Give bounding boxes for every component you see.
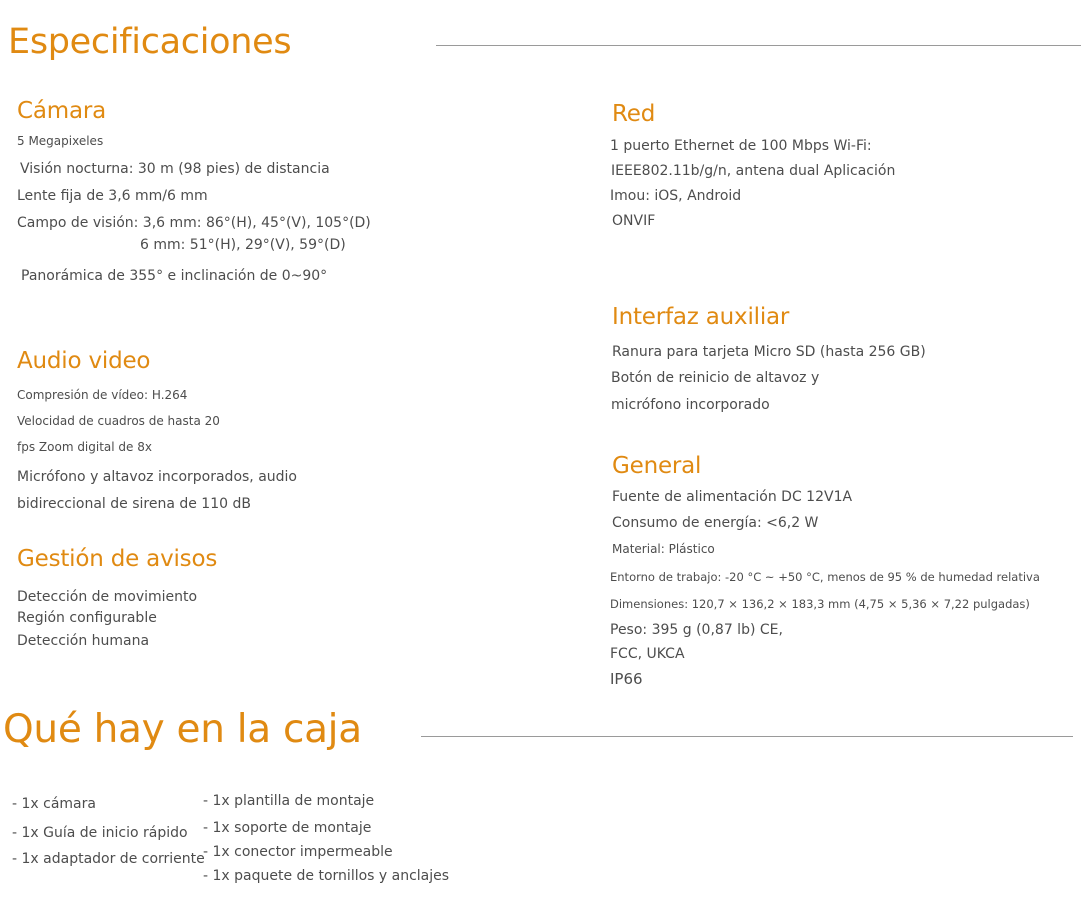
camera-line: 6 mm: 51°(H), 29°(V), 59°(D) — [140, 237, 346, 253]
general-line: Material: Plástico — [612, 542, 715, 556]
box-item: - 1x cámara — [12, 796, 96, 812]
aux-line: Ranura para tarjeta Micro SD (hasta 256 GB) — [612, 344, 926, 360]
aux-heading: Interfaz auxiliar — [612, 304, 790, 330]
audio-video-heading: Audio video — [17, 348, 151, 374]
alerts-heading: Gestión de avisos — [17, 546, 218, 572]
alerts-line: Detección de movimiento — [17, 589, 198, 605]
audio-video-line: fps Zoom digital de 8x — [17, 440, 152, 454]
camera-line: Visión nocturna: 30 m (98 pies) de distancia — [20, 161, 330, 177]
audio-video-line: Velocidad de cuadros de hasta 20 — [17, 414, 220, 428]
box-divider — [421, 736, 1073, 737]
box-item: - 1x adaptador de corriente — [12, 851, 205, 867]
alerts-line: Detección humana — [17, 633, 150, 649]
box-item: - 1x Guía de inicio rápido — [12, 825, 188, 841]
general-heading: General — [612, 453, 702, 479]
general-line: FCC, UKCA — [610, 646, 685, 662]
camera-line: Panorámica de 355° e inclinación de 0~90° — [21, 268, 328, 284]
network-line: IEEE802.11b/g/n, antena dual Aplicación — [611, 163, 896, 179]
audio-video-line: bidireccional de sirena de 110 dB — [17, 496, 251, 512]
audio-video-line: Compresión de vídeo: H.264 — [17, 388, 188, 402]
box-item: - 1x plantilla de montaje — [203, 793, 375, 809]
general-line: Peso: 395 g (0,87 lb) CE, — [610, 622, 783, 638]
general-line: Entorno de trabajo: -20 °C ~ +50 °C, menos de 95 % de humedad relativa — [610, 570, 1040, 584]
network-line: 1 puerto Ethernet de 100 Mbps Wi-Fi: — [610, 138, 872, 154]
alerts-line: Región configurable — [17, 610, 157, 626]
general-line: Dimensiones: 120,7 × 136,2 × 183,3 mm (4,75 × 5,36 × 7,22 pulgadas) — [610, 597, 1030, 611]
specs-title: Especificaciones — [8, 22, 292, 62]
network-heading: Red — [612, 101, 656, 127]
box-item: - 1x conector impermeable — [203, 844, 393, 860]
box-item: - 1x paquete de tornillos y anclajes — [203, 868, 450, 884]
aux-line: Botón de reinicio de altavoz y — [611, 370, 820, 386]
network-line: ONVIF — [612, 213, 656, 229]
camera-line: Lente fija de 3,6 mm/6 mm — [17, 188, 208, 204]
box-title: Qué hay en la caja — [3, 707, 362, 752]
general-line: IP66 — [610, 670, 643, 688]
aux-line: micrófono incorporado — [611, 397, 770, 413]
specs-divider — [436, 45, 1081, 46]
box-item: - 1x soporte de montaje — [203, 820, 372, 836]
camera-line: 5 Megapixeles — [17, 134, 104, 148]
network-line: Imou: iOS, Android — [610, 188, 742, 204]
camera-heading: Cámara — [17, 98, 107, 124]
general-line: Fuente de alimentación DC 12V1A — [612, 489, 853, 505]
audio-video-line: Micrófono y altavoz incorporados, audio — [17, 469, 297, 485]
general-line: Consumo de energía: <6,2 W — [612, 515, 819, 531]
camera-line: Campo de visión: 3,6 mm: 86°(H), 45°(V), 105°(D) — [17, 215, 371, 231]
